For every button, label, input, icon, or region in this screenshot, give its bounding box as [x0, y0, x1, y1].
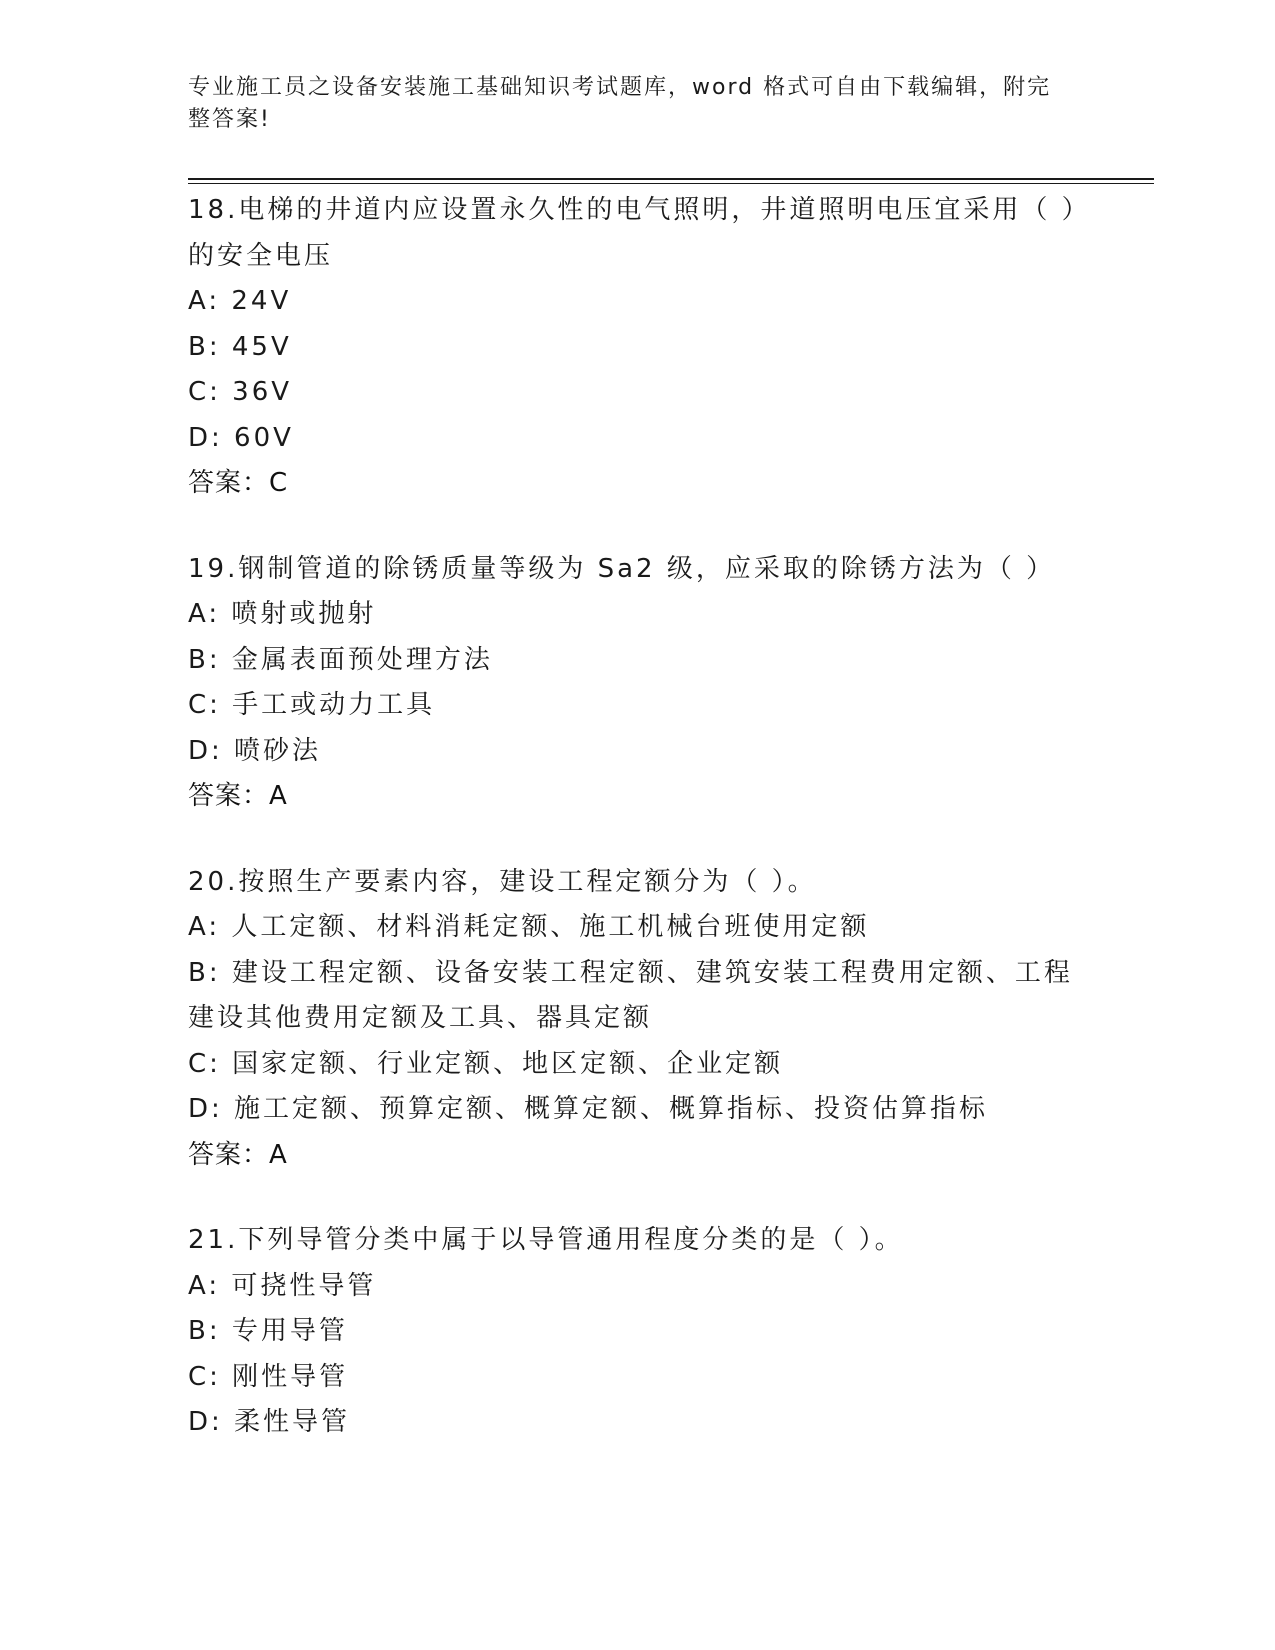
- header-divider-thick: [188, 178, 1154, 180]
- question-stem: 20.按照生产要素内容，建设工程定额分为（ ）。: [188, 866, 817, 897]
- question-19: [188, 547, 1088, 820]
- option-a: A: 可挠性导管: [188, 1270, 377, 1301]
- option-b: B: 金属表面预处理方法: [188, 644, 493, 675]
- question-20: [188, 860, 1088, 1179]
- document-header: 专业施工员之设备安装施工基础知识考试题库，word 格式可自由下载编辑，附完整答案!: [188, 75, 1052, 132]
- option-a: A: 喷射或抛射: [188, 599, 377, 629]
- option-d: D: 60V: [188, 422, 294, 453]
- option-d: D: 喷砂法: [188, 735, 322, 766]
- question-18: [188, 188, 1088, 507]
- answer-line: 答案：A: [188, 1139, 288, 1170]
- option-b: B: 建设工程定额、设备安装工程定额、建筑安装工程费用定额、工程建设其他费用定额及工具、器具定额: [188, 957, 1073, 1033]
- answer-line: 答案：C: [188, 468, 289, 498]
- option-c: C: 36V: [188, 377, 293, 407]
- option-b: B: 专用导管: [188, 1316, 348, 1346]
- question-21: [188, 1218, 1088, 1446]
- answer-line: 答案：A: [188, 781, 288, 811]
- option-a: A: 24V: [188, 286, 292, 316]
- question-stem: 18.电梯的井道内应设置永久性的电气照明，井道照明电压宜采用（ ）的安全电压: [188, 195, 1078, 271]
- question-stem: 21.下列导管分类中属于以导管通用程度分类的是（ ）。: [188, 1225, 904, 1255]
- option-d: D: 柔性导管: [188, 1407, 351, 1437]
- option-b: B: 45V: [188, 331, 292, 362]
- option-c: C: 手工或动力工具: [188, 690, 436, 720]
- option-a: A: 人工定额、材料消耗定额、施工机械台班使用定额: [188, 912, 870, 942]
- question-stem: 19.钢制管道的除锈质量等级为 Sa2 级，应采取的除锈方法为（ ）: [188, 553, 1056, 584]
- header-divider-thin: [188, 183, 1154, 184]
- question-list: [188, 188, 1088, 1486]
- option-c: C: 国家定额、行业定额、地区定额、企业定额: [188, 1048, 784, 1079]
- option-c: C: 刚性导管: [188, 1361, 349, 1392]
- option-d: D: 施工定额、预算定额、概算定额、概算指标、投资估算指标: [188, 1094, 989, 1124]
